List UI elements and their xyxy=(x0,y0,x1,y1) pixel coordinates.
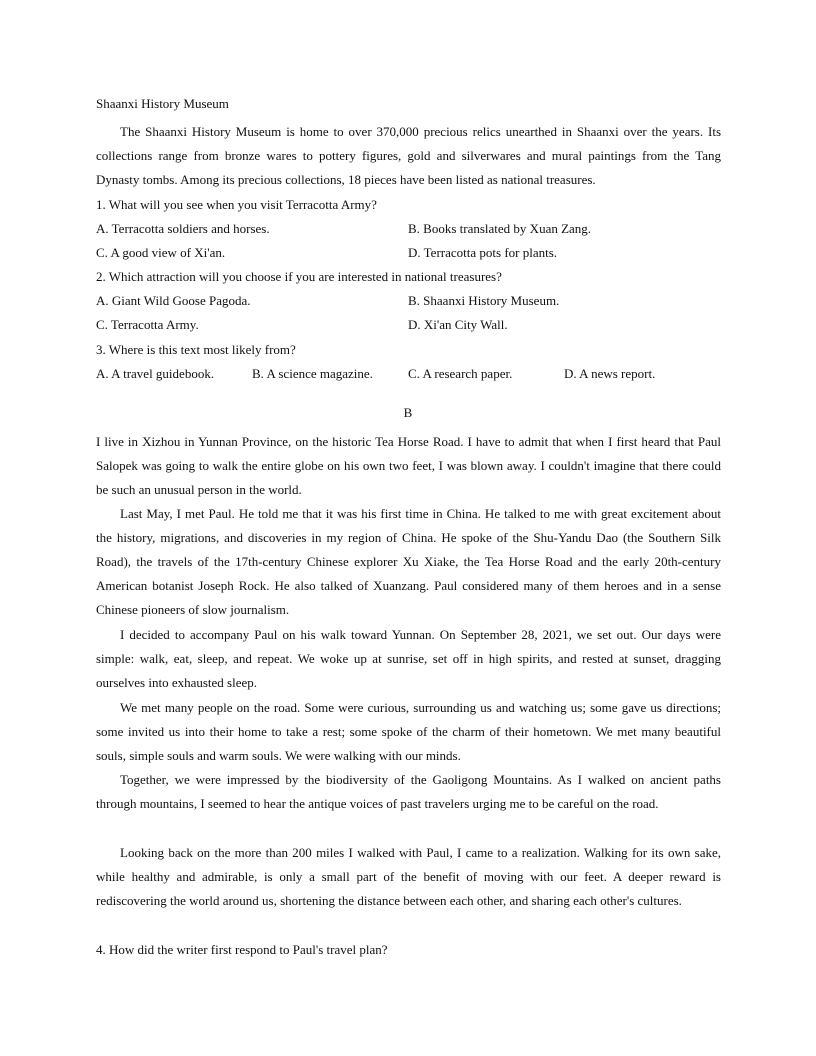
question-2-option-c: C. Terracotta Army. xyxy=(96,317,199,332)
passage-title: Shaanxi History Museum xyxy=(96,96,229,111)
question-1-stem: 1. What will you see when you visit Terracotta Army? xyxy=(96,197,377,212)
question-2-option-a: A. Giant Wild Goose Pagoda. xyxy=(96,293,251,308)
question-2-stem: 2. Which attraction will you choose if you are interested in national treasures? xyxy=(96,269,502,284)
passage-b-paragraph-6: Looking back on the more than 200 miles I walked with Paul, I came to a realization. Walking for its own sake, while healthy and admirable, is only a small part of the benefit of moving with our feet. A deeper reward is rediscovering the world around us, shortening the distance between each other, and sharing each other's cultures. xyxy=(96,845,721,909)
question-1-option-d: D. Terracotta pots for plants. xyxy=(408,245,558,260)
question-2-option-d: D. Xi'an City Wall. xyxy=(408,317,508,332)
question-4-stem: 4. How did the writer first respond to Paul's travel plan? xyxy=(96,942,388,957)
question-1-option-a: A. Terracotta soldiers and horses. xyxy=(96,221,270,236)
passage-b-paragraph-1: I live in Xizhou in Yunnan Province, on the historic Tea Horse Road. I have to admit that when I first heard that Paul Salopek was going to walk the entire globe on his own two feet, I was blown away. I couldn't imagine that there could be such an unusual person in the world. xyxy=(96,434,721,498)
passage-b-paragraph-5: Together, we were impressed by the biodiversity of the Gaoligong Mountains. As I walked on ancient paths through mountains, I seemed to hear the antique voices of past travelers urging me to be careful on the road. xyxy=(96,772,721,812)
question-3-stem: 3. Where is this text most likely from? xyxy=(96,342,296,357)
question-3-option-b: B. A science magazine. xyxy=(252,366,373,381)
passage-b-paragraph-3: I decided to accompany Paul on his walk toward Yunnan. On September 28, 2021, we set out. Our days were simple: walk, eat, sleep, and repeat. We woke up at sunrise, set off in high spirits, and rested at sunset, dragging ourselves into exhausted sleep. xyxy=(96,627,721,691)
section-b-heading: B xyxy=(403,405,413,420)
question-1-option-c: C. A good view of Xi'an. xyxy=(96,245,226,260)
question-1-option-b: B. Books translated by Xuan Zang. xyxy=(408,221,592,236)
question-2-option-b: B. Shaanxi History Museum. xyxy=(408,293,560,308)
passage-b-paragraph-4: We met many people on the road. Some were curious, surrounding us and watching us; some gave us directions; some invited us into their home to take a rest; some spoke of the charm of their hometown. We met many beautiful souls, simple souls and warm souls. We were walking with our minds. xyxy=(96,700,721,764)
question-3-option-d: D. A news report. xyxy=(564,366,656,381)
passage-paragraph: The Shaanxi History Museum is home to over 370,000 precious relics unearthed in Shaanxi over the years. Its collections range from bronze wares to pottery figures, gold and silverwares and mural paintings from the Tang Dynasty tombs. Among its precious collections, 18 pieces have been listed as national treasures. xyxy=(96,124,721,188)
passage-b-paragraph-2: Last May, I met Paul. He told me that it was his first time in China. He talked to me with great excitement about the history, migrations, and discoveries in my region of China. He spoke of the Shu-Yandu Dao (the Southern Silk Road), the travels of the 17th-century Chinese explorer Xu Xiake, the Tea Horse Road and the early 20th-century American botanist Joseph Rock. He also talked of Xuanzang. Paul considered many of them heroes and in a sense Chinese pioneers of slow journalism. xyxy=(96,506,721,618)
question-3-option-c: C. A research paper. xyxy=(408,366,513,381)
question-3-option-a: A. A travel guidebook. xyxy=(96,366,215,381)
